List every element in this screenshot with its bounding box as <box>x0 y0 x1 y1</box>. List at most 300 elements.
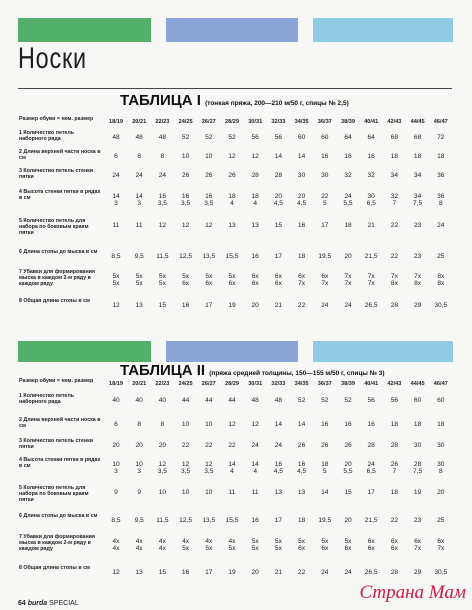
table-cell: 11 <box>228 489 236 496</box>
table-cell: 24 <box>344 302 352 309</box>
table-cell: 12 3,5 <box>181 461 191 476</box>
row-label: 2 Длина верхней части носка в см <box>19 149 101 162</box>
table-cell: 20 <box>112 442 120 449</box>
table-cell: 28 <box>367 442 375 449</box>
table-cell: 21 <box>367 222 375 229</box>
table-cell: 20 <box>344 253 352 260</box>
size-header: 34/35 <box>294 119 309 125</box>
table-cell: 11,5 <box>156 253 169 260</box>
table-cell: 13,5 <box>202 517 216 524</box>
table-cell: 21 <box>274 569 283 576</box>
table-cell: 24 <box>135 172 143 179</box>
table-cell: 4x 4x <box>112 538 120 553</box>
table-cell: 12 <box>205 222 213 229</box>
table-cell: 30 <box>297 172 306 179</box>
table-cell: 9,5 <box>134 253 144 260</box>
table-cell: 60 <box>297 134 306 141</box>
table-cell: 26,5 <box>364 302 378 309</box>
table-cell: 26 7 <box>390 461 399 476</box>
table-cell: 22 <box>390 253 399 260</box>
table-cell: 23 <box>413 517 422 524</box>
table-cell: 15,5 <box>225 253 239 260</box>
page-footer <box>18 600 79 607</box>
table-cell: 18 5 <box>321 461 329 476</box>
table-cell: 12,5 <box>179 253 193 260</box>
table-cell: 6x 6x <box>251 273 259 288</box>
table-cell: 13 <box>251 222 259 229</box>
table-cell: 8 <box>160 153 165 160</box>
table-cell: 10 <box>181 421 190 428</box>
table-cell: 52 <box>205 134 213 141</box>
table-cell: 56 <box>274 134 283 141</box>
table-cell: 13 <box>274 489 283 496</box>
table-cell: 18 <box>297 517 306 524</box>
size-header: 26/27 <box>201 119 216 125</box>
page-number: 64 <box>18 600 26 607</box>
table-cell: 5x 6x <box>182 273 190 288</box>
table-cell: 11,5 <box>156 517 169 524</box>
table-cell: 6x 6x <box>367 538 375 553</box>
table-cell: 23 <box>413 222 422 229</box>
table-cell: 26 <box>205 172 213 179</box>
table-cell: 52 <box>228 134 236 141</box>
table-cell: 32 7 <box>390 193 399 208</box>
table-cell: 28 <box>251 172 259 179</box>
row-label: 3 Количество петель стенки пятки <box>19 168 94 181</box>
table-cell: 16 4,5 <box>297 461 307 476</box>
size-header: 44/45 <box>410 381 425 387</box>
table1-subtitle: (тонкая пряжа, 200—210 м/50 г, спицы № 2,5) <box>205 100 349 107</box>
table-cell: 15,5 <box>225 517 239 524</box>
table-cell: 52 <box>297 397 306 404</box>
table-cell: 19,5 <box>318 517 332 524</box>
table-cell: 26 <box>344 442 352 449</box>
table-cell: 9 <box>137 489 142 496</box>
table-cell: 18 <box>390 421 399 428</box>
table-cell: 12 <box>181 222 190 229</box>
table-cell: 44 <box>228 397 236 404</box>
table-cell: 12 <box>228 421 236 428</box>
table-cell: 52 <box>181 134 190 141</box>
table-cell: 13 <box>228 222 236 229</box>
size-header: 28/29 <box>225 381 239 387</box>
table-cell: 22 5 <box>321 193 329 208</box>
table-cell: 14 <box>274 153 283 160</box>
table-cell: 24 <box>321 569 329 576</box>
table-cell: 5x 5x <box>135 273 143 288</box>
table-cell: 68 <box>390 134 399 141</box>
size-header-label: Размер обуви = нем. размер <box>19 378 94 384</box>
table-cell: 14 3 <box>135 193 143 208</box>
size-header: 28/29 <box>225 119 239 125</box>
size-header: 18/19 <box>109 381 123 387</box>
table-cell: 16 <box>367 153 375 160</box>
table-cell: 13 <box>135 569 143 576</box>
table-cell: 12 <box>251 421 259 428</box>
table-cell: 34 <box>413 172 422 179</box>
page-title: Носки <box>18 42 87 75</box>
row-label: 6 Длина стопы до мыска в см <box>19 249 98 255</box>
table-cell: 72 <box>437 134 445 141</box>
table-cell: 12 <box>112 302 120 309</box>
table-cell: 19 <box>228 302 236 309</box>
table-cell: 23 <box>413 253 422 260</box>
table-cell: 30 <box>437 442 445 449</box>
table-cell: 13,5 <box>202 253 216 260</box>
table-cell: 10 <box>158 489 167 496</box>
table-cell: 16 <box>367 421 375 428</box>
row-label: 2 Длина верхней части носка в см <box>19 417 101 430</box>
table-cell: 5x 6x <box>205 273 213 288</box>
table-cell: 10 <box>205 421 213 428</box>
size-header: 30/31 <box>248 119 263 125</box>
size-header: 20/21 <box>132 119 147 125</box>
table-cell: 16 <box>297 222 306 229</box>
table-cell: 4x 4x <box>135 538 143 553</box>
table-cell: 40 <box>158 397 167 404</box>
table-cell: 64 <box>344 134 352 141</box>
size-header: 22/23 <box>155 381 170 387</box>
table-cell: 6 <box>114 421 118 428</box>
table2-subtitle: (пряжа средней толщины, 150—155 м/50 г, спицы № 3) <box>209 370 385 377</box>
table-cell: 48 <box>158 134 167 141</box>
size-header: 38/39 <box>341 381 355 387</box>
table-cell: 30 6,5 <box>366 193 376 208</box>
brand-section: SPECIAL <box>49 600 79 607</box>
table-cell: 6x 6x <box>274 273 282 288</box>
table-cell: 15 <box>274 222 283 229</box>
table-cell: 22 <box>205 442 213 449</box>
table-cell: 21 <box>274 302 283 309</box>
table-cell: 16 <box>344 153 352 160</box>
table-cell: 12 3,5 <box>204 461 214 476</box>
table-cell: 18 <box>437 153 445 160</box>
table-cell: 60 <box>413 397 422 404</box>
table-cell: 16 <box>181 569 190 576</box>
table-cell: 7x 8x <box>414 273 422 288</box>
table-cell: 29 <box>413 569 422 576</box>
table-cell: 18 <box>413 421 422 428</box>
table-cell: 17 <box>274 517 283 524</box>
table-cell: 12 <box>228 153 236 160</box>
table-cell: 28 <box>390 569 399 576</box>
table-cell: 11 <box>135 222 143 229</box>
table-cell: 30 <box>413 442 422 449</box>
table-cell: 26 <box>297 442 306 449</box>
table-cell: 25 <box>437 253 445 260</box>
table-cell: 17 <box>274 253 283 260</box>
table-cell: 48 <box>112 134 120 141</box>
table-cell: 21,5 <box>364 253 378 260</box>
watermark: Страна Мам <box>359 582 466 603</box>
table-cell: 12 3,5 <box>157 461 167 476</box>
table1-title: ТАБЛИЦА I <box>120 92 201 109</box>
table-cell: 26,5 <box>364 569 378 576</box>
table-cell: 48 <box>274 397 283 404</box>
table-cell: 36 <box>437 172 445 179</box>
table-cell: 24 6,5 <box>366 461 376 476</box>
table-cell: 8x 8x <box>437 273 445 288</box>
size-header: 32/33 <box>271 381 286 387</box>
table-cell: 24 <box>112 172 120 179</box>
table-cell: 30 <box>321 172 329 179</box>
table-cell: 68 <box>413 134 422 141</box>
table-cell: 14 4 <box>228 461 236 476</box>
table-cell: 8,5 <box>111 517 121 524</box>
table-cell: 52 <box>321 397 329 404</box>
table-cell: 8,5 <box>111 253 121 260</box>
table-cell: 44 <box>181 397 190 404</box>
table-cell: 5x 5x <box>274 538 282 553</box>
table-cell: 16 3,5 <box>157 193 167 208</box>
table-cell: 14 <box>274 421 283 428</box>
table-cell: 18 <box>297 253 306 260</box>
size-header: 40/41 <box>364 119 379 125</box>
table-cell: 14 <box>297 421 306 428</box>
size-header: 36/37 <box>317 119 332 125</box>
brand-name: burda <box>27 600 48 607</box>
table-cell: 8 <box>137 153 142 160</box>
table-cell: 29 <box>413 302 422 309</box>
table-cell: 24 <box>344 569 352 576</box>
table-cell: 12 <box>251 153 259 160</box>
table-cell: 6x 6x <box>390 538 398 553</box>
size-header: 30/31 <box>248 381 263 387</box>
table-cell: 18 <box>413 153 422 160</box>
table-cell: 11 <box>251 489 259 496</box>
size-header: 44/45 <box>410 119 425 125</box>
table-cell: 6x 7x <box>437 538 445 553</box>
table1-top-rule <box>18 88 452 89</box>
table-cell: 32 <box>367 172 375 179</box>
table-cell: 5x 6x <box>298 538 306 553</box>
table-cell: 5x 6x <box>321 538 329 553</box>
row-label: 7 Убавки для формирования мыска в каждом 2-м ряду в каждом ряду <box>19 534 96 553</box>
table-cell: 7x 7x <box>367 273 375 288</box>
table-cell: 4x 5x <box>228 538 236 553</box>
size-header: 24/25 <box>178 119 193 125</box>
table-cell: 21,5 <box>364 517 378 524</box>
table-cell: 7x 8x <box>390 273 398 288</box>
table-cell: 13 <box>297 489 306 496</box>
table-cell: 17 <box>205 569 213 576</box>
table-cell: 12,5 <box>179 517 193 524</box>
table-cell: 22 <box>228 442 236 449</box>
table-cell: 5x 5x <box>251 538 259 553</box>
table-cell: 30,5 <box>434 569 448 576</box>
table-cell: 19 <box>413 489 422 496</box>
size-header: 26/27 <box>201 381 216 387</box>
table-cell: 24 <box>251 442 259 449</box>
table-cell: 8 <box>137 421 142 428</box>
color-bar-blue <box>166 18 298 42</box>
table-cell: 60 <box>437 397 445 404</box>
table-cell: 14 <box>297 153 306 160</box>
size-header: 36/37 <box>317 381 332 387</box>
table-cell: 24 5,5 <box>343 193 353 208</box>
table-cell: 28 7,5 <box>413 461 423 476</box>
table-cell: 12 <box>112 569 120 576</box>
table-cell: 25 <box>437 517 445 524</box>
table-cell: 60 <box>321 134 329 141</box>
size-header: 24/25 <box>178 381 193 387</box>
table-cell: 6x 7x <box>298 273 306 288</box>
table-cell: 40 <box>112 397 120 404</box>
table-cell: 20 <box>251 302 259 309</box>
table-cell: 15 <box>344 489 352 496</box>
table-cell: 48 <box>135 134 143 141</box>
row-label: 5 Количество петель для набора по боковым краям пятки <box>19 218 89 237</box>
table-cell: 5x 6x <box>344 538 352 553</box>
table-cell: 56 <box>367 397 375 404</box>
table-cell: 34 7,5 <box>413 193 423 208</box>
table-cell: 5x 5x <box>158 273 166 288</box>
size-header-label: Размер обуви = нем. размер <box>19 116 94 122</box>
table-cell: 26 <box>321 442 329 449</box>
table-cell: 28 <box>274 172 283 179</box>
table-cell: 19,5 <box>318 253 332 260</box>
size-header: 40/41 <box>364 381 379 387</box>
table-cell: 9,5 <box>134 517 144 524</box>
size-header: 46/47 <box>433 119 448 125</box>
table-cell: 16 3,5 <box>181 193 191 208</box>
table-cell: 6x 7x <box>414 538 422 553</box>
table-cell: 8 <box>160 421 165 428</box>
table-cell: 52 <box>344 397 352 404</box>
row-label: 1 Количество петель наборного ряда <box>19 393 74 406</box>
row-label: 8 Общая длина стопы в см <box>19 565 90 571</box>
color-bar-cyan <box>313 18 453 42</box>
table-cell: 18 <box>437 421 445 428</box>
table-cell: 20 <box>158 442 167 449</box>
table-cell: 10 <box>181 489 190 496</box>
table-cell: 10 3 <box>112 461 120 476</box>
size-header: 20/21 <box>132 381 147 387</box>
table-cell: 20 4,5 <box>297 193 307 208</box>
table-cell: 5x 5x <box>112 273 120 288</box>
table-cell: 56 <box>251 134 259 141</box>
table-cell: 64 <box>367 134 375 141</box>
table-cell: 20 <box>135 442 143 449</box>
table-cell: 10 <box>205 153 213 160</box>
table-cell: 16 <box>344 421 352 428</box>
table-cell: 22 <box>390 222 399 229</box>
table-cell: 22 <box>297 569 306 576</box>
table-cell: 6x 7x <box>321 273 329 288</box>
table-cell: 6 <box>114 153 118 160</box>
table-cell: 18 4 <box>251 193 259 208</box>
table-cell: 20 4,5 <box>273 193 283 208</box>
table-cell: 22 <box>390 517 399 524</box>
size-header: 18/19 <box>109 119 123 125</box>
table-cell: 34 <box>390 172 399 179</box>
table2-title: ТАБЛИЦА II <box>120 362 206 379</box>
table-cell: 17 <box>321 222 329 229</box>
table-cell: 14 4 <box>251 461 259 476</box>
table-cell: 30 8 <box>437 461 445 476</box>
table-cell: 56 <box>390 397 399 404</box>
table-cell: 18 <box>344 222 352 229</box>
table-cell: 32 <box>344 172 352 179</box>
table-cell: 7x 7x <box>344 273 352 288</box>
table-cell: 16 4,5 <box>273 461 283 476</box>
size-header: 42/43 <box>387 381 402 387</box>
size-header: 42/43 <box>387 119 402 125</box>
table-cell: 11 <box>112 222 120 229</box>
table-cell: 4x 5x <box>182 538 190 553</box>
table-cell: 16 <box>181 302 190 309</box>
row-label: 4 Высота стенки пятки в рядах в см <box>19 189 101 202</box>
table-cell: 20 <box>251 569 259 576</box>
table-cell: 26 <box>228 172 236 179</box>
table-cell: 18 <box>390 153 399 160</box>
row-label: 5 Количество петель для набора по боковым краям пятки <box>19 485 89 504</box>
size-header: 32/33 <box>271 119 286 125</box>
table-cell: 48 <box>251 397 259 404</box>
table1-heading <box>120 92 349 109</box>
table-cell: 18 <box>390 489 399 496</box>
table-cell: 40 <box>135 397 143 404</box>
table-cell: 12 <box>158 222 167 229</box>
table-cell: 28 <box>390 302 399 309</box>
color-bar-green-2 <box>18 341 151 362</box>
table-cell: 24 <box>437 222 445 229</box>
table-cell: 14 <box>321 489 329 496</box>
table-cell: 16 3,5 <box>204 193 214 208</box>
table-cell: 26 <box>181 172 190 179</box>
table-cell: 22 <box>181 442 190 449</box>
table-cell: 36 8 <box>437 193 445 208</box>
table-cell: 18 4 <box>228 193 236 208</box>
row-label: 4 Высота стенки пятки в рядах в см <box>19 457 101 470</box>
table-cell: 4x 5x <box>205 538 213 553</box>
table-cell: 19 <box>228 569 236 576</box>
color-bar-cyan-2 <box>313 341 453 362</box>
row-label: 6 Длина стопы до мыска в см <box>19 513 98 519</box>
table-cell: 10 <box>205 489 213 496</box>
size-header: 38/39 <box>341 119 355 125</box>
table-cell: 16 <box>251 253 259 260</box>
size-header: 22/23 <box>155 119 170 125</box>
table-cell: 15 <box>158 302 167 309</box>
color-bar-blue-2 <box>166 341 298 362</box>
table-cell: 4x 4x <box>158 538 166 553</box>
color-bar-green <box>18 18 151 42</box>
table-cell: 15 <box>158 569 167 576</box>
row-label: 8 Общая длина стопы в см <box>19 298 90 304</box>
table-cell: 9 <box>114 489 118 496</box>
table-cell: 24 <box>158 172 167 179</box>
table-cell: 20 <box>344 517 352 524</box>
table-cell: 30,5 <box>434 302 448 309</box>
table-cell: 17 <box>205 302 213 309</box>
table-cell: 28 <box>390 442 399 449</box>
size-header: 46/47 <box>433 381 448 387</box>
row-label: 7 Убавки для формирования мыска в каждом 2-м ряду в каждом ряду <box>19 269 96 288</box>
table-cell: 16 <box>251 517 259 524</box>
table2-heading <box>120 362 385 379</box>
table-cell: 44 <box>205 397 213 404</box>
table-cell: 20 5,5 <box>343 461 353 476</box>
table-cell: 17 <box>367 489 375 496</box>
row-label: 3 Количество петель стенки пятки <box>19 438 94 451</box>
size-header: 34/35 <box>294 381 309 387</box>
row-label: 1 Количество петель наборного ряда <box>19 130 74 143</box>
table-cell: 14 3 <box>112 193 120 208</box>
table-cell: 10 3 <box>135 461 143 476</box>
table-cell: 13 <box>135 302 143 309</box>
table-cell: 24 <box>274 442 283 449</box>
